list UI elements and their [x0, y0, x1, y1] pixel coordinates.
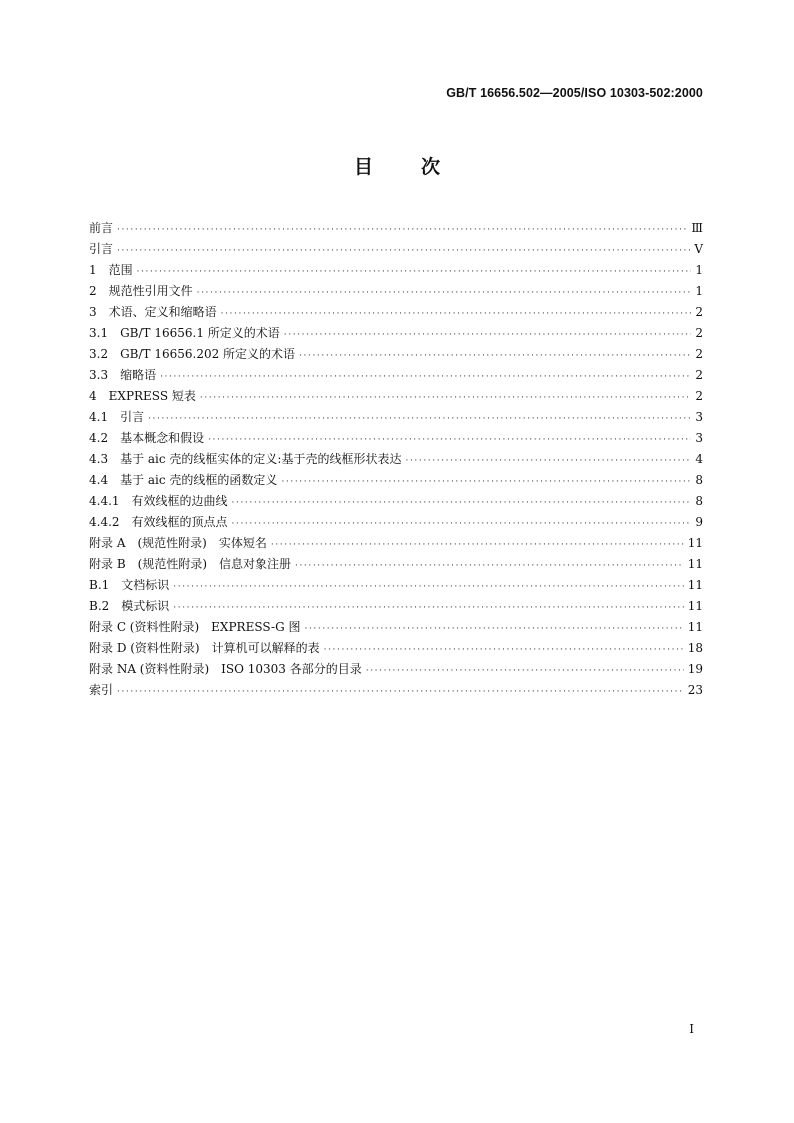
- dot-leader: [284, 325, 692, 346]
- table-of-contents: [89, 218, 703, 701]
- toc-entry[interactable]: [89, 533, 703, 554]
- toc-entry[interactable]: [89, 281, 703, 302]
- toc-entry-page: 3: [695, 410, 703, 424]
- toc-entry[interactable]: [89, 407, 703, 428]
- toc-entry[interactable]: [89, 218, 703, 239]
- toc-entry-label: 4.1 引言: [89, 410, 145, 424]
- page-number: I: [689, 1022, 694, 1036]
- toc-entry-label: 附录 A (规范性附录) 实体短名: [89, 536, 267, 550]
- toc-entry[interactable]: [89, 302, 703, 323]
- toc-entry-label: 附录 B (规范性附录) 信息对象注册: [89, 557, 291, 571]
- toc-entry-page: Ⅴ: [694, 242, 703, 256]
- dot-leader: [117, 241, 690, 262]
- toc-entry-label: B.2 模式标识: [89, 599, 170, 613]
- toc-entry-label: 引言: [89, 242, 114, 256]
- toc-entry-label: 4.2 基本概念和假设: [89, 431, 205, 445]
- dot-leader: [281, 472, 691, 493]
- toc-entry-page: 11: [687, 557, 703, 571]
- toc-entry-label: 4 EXPRESS 短表: [89, 389, 196, 403]
- toc-entry-label: B.1 文档标识: [89, 578, 170, 592]
- toc-entry[interactable]: [89, 491, 703, 512]
- toc-entry[interactable]: [89, 617, 703, 638]
- toc-entry-page: 4: [695, 452, 703, 466]
- dot-leader: [295, 556, 684, 577]
- toc-entry[interactable]: [89, 512, 703, 533]
- toc-entry-label: 3.1 GB/T 16656.1 所定义的术语: [89, 326, 280, 340]
- toc-entry-label: 1 范围: [89, 263, 133, 277]
- toc-entry[interactable]: [89, 449, 703, 470]
- toc-entry-label: 2 规范性引用文件: [89, 284, 193, 298]
- toc-entry-page: 3: [695, 431, 703, 445]
- toc-entry[interactable]: [89, 260, 703, 281]
- toc-entry-page: 2: [695, 305, 703, 319]
- dot-leader: [117, 220, 687, 241]
- toc-entry-label: 4.4.2 有效线框的顶点点: [89, 515, 228, 529]
- toc-entry[interactable]: [89, 554, 703, 575]
- toc-entry-label: 附录 D (资料性附录) 计算机可以解释的表: [89, 641, 320, 655]
- toc-entry-label: 4.4 基于 aic 壳的线框的函数定义: [89, 473, 278, 487]
- toc-entry-label: 3 术语、定义和缩略语: [89, 305, 217, 319]
- toc-entry-page: 11: [687, 620, 703, 634]
- toc-entry-label: 3.3 缩略语: [89, 368, 157, 382]
- page-title: 目次: [353, 156, 488, 178]
- dot-leader: [221, 304, 692, 325]
- standard-number: GB/T 16656.502—2005/ISO 10303-502:2000: [446, 86, 703, 100]
- dot-leader: [232, 493, 692, 514]
- toc-entry[interactable]: [89, 596, 703, 617]
- dot-leader: [304, 619, 683, 640]
- dot-leader: [366, 661, 684, 682]
- dot-leader: [232, 514, 692, 535]
- toc-entry[interactable]: [89, 428, 703, 449]
- dot-leader: [173, 598, 683, 619]
- toc-entry[interactable]: [89, 239, 703, 260]
- toc-entry-page: 2: [695, 326, 703, 340]
- toc-entry-page: 8: [695, 494, 703, 508]
- dot-leader: [299, 346, 691, 367]
- toc-entry-page: 8: [695, 473, 703, 487]
- toc-entry-page: 2: [695, 368, 703, 382]
- dot-leader: [173, 577, 683, 598]
- dot-leader: [160, 367, 691, 388]
- toc-entry[interactable]: [89, 323, 703, 344]
- toc-entry-label: 附录 NA (资料性附录) ISO 10303 各部分的目录: [89, 662, 362, 676]
- toc-entry[interactable]: [89, 344, 703, 365]
- toc-entry-label: 4.3 基于 aic 壳的线框实体的定义:基于壳的线框形状表达: [89, 452, 402, 466]
- toc-entry-page: 19: [687, 662, 703, 676]
- toc-entry-page: 9: [695, 515, 703, 529]
- toc-entry-page: 2: [695, 389, 703, 403]
- toc-entry-label: 索引: [89, 683, 114, 697]
- toc-entry-label: 附录 C (资料性附录) EXPRESS-G 图: [89, 620, 301, 634]
- toc-entry[interactable]: [89, 575, 703, 596]
- dot-leader: [148, 409, 691, 430]
- toc-entry[interactable]: [89, 659, 703, 680]
- toc-entry-page: Ⅲ: [691, 221, 703, 235]
- toc-entry[interactable]: [89, 365, 703, 386]
- toc-entry-label: 前言: [89, 221, 114, 235]
- toc-entry-page: 18: [687, 641, 703, 655]
- toc-entry-label: 3.2 GB/T 16656.202 所定义的术语: [89, 347, 296, 361]
- toc-entry-page: 1: [695, 263, 703, 277]
- toc-entry[interactable]: [89, 638, 703, 659]
- toc-entry-page: 2: [695, 347, 703, 361]
- dot-leader: [208, 430, 691, 451]
- dot-leader: [117, 682, 684, 703]
- toc-entry-page: 23: [687, 683, 703, 697]
- dot-leader: [200, 388, 692, 409]
- toc-entry[interactable]: [89, 680, 703, 701]
- toc-entry-page: 11: [687, 578, 703, 592]
- dot-leader: [271, 535, 684, 556]
- dot-leader: [137, 262, 692, 283]
- toc-entry-page: 11: [687, 599, 703, 613]
- toc-entry-label: 4.4.1 有效线框的边曲线: [89, 494, 228, 508]
- toc-entry[interactable]: [89, 386, 703, 407]
- toc-entry-page: 1: [695, 284, 703, 298]
- dot-leader: [405, 451, 691, 472]
- toc-entry[interactable]: [89, 470, 703, 491]
- toc-entry-page: 11: [687, 536, 703, 550]
- dot-leader: [197, 283, 692, 304]
- dot-leader: [324, 640, 684, 661]
